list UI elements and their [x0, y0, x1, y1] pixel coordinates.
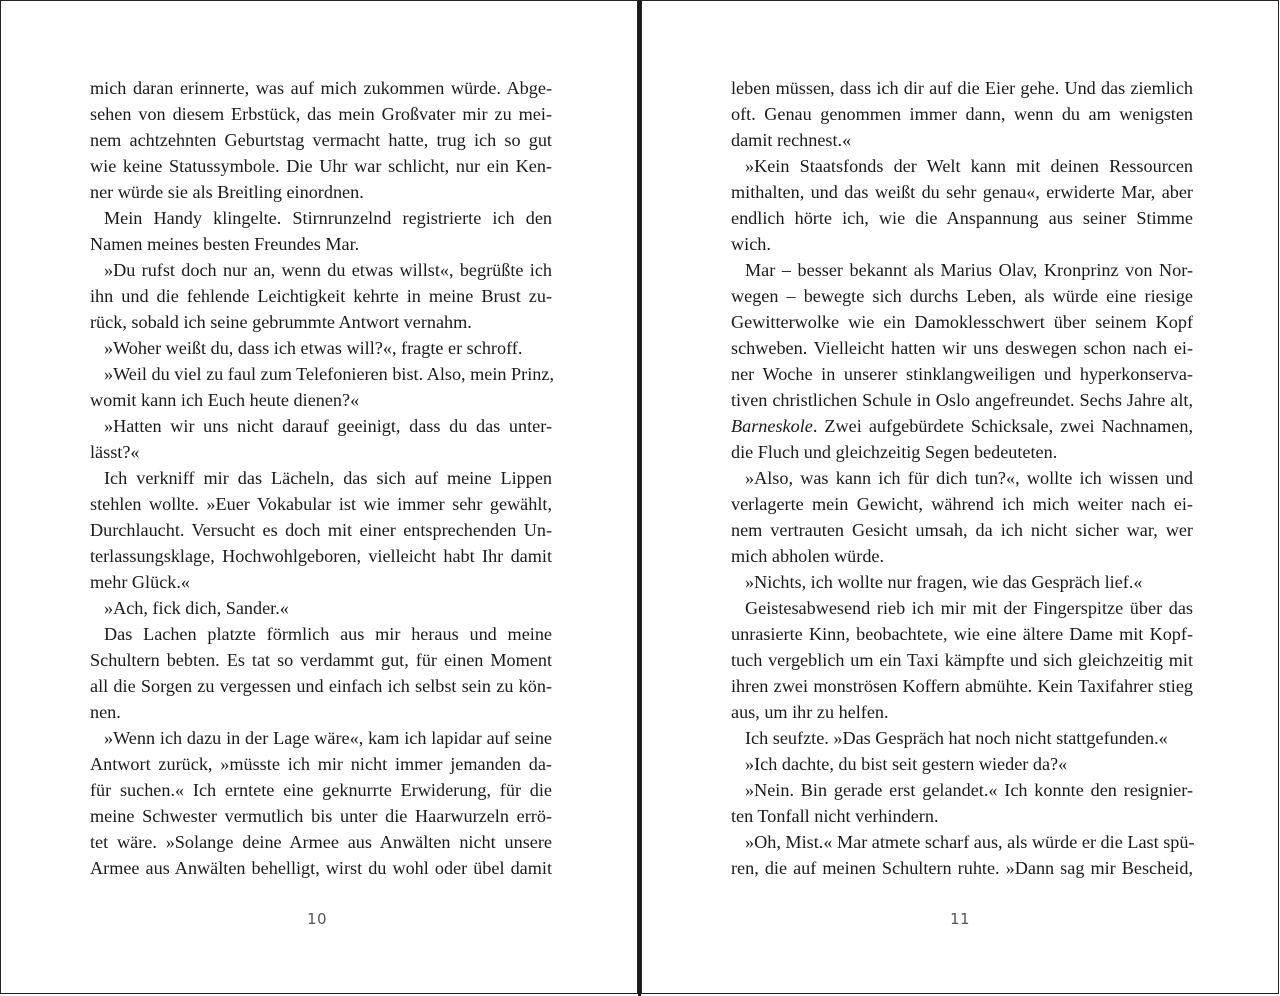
- text-line: nem achtzehnten Geburtstag vermacht hatte, trug ich so gut: [90, 130, 552, 150]
- text-line: ihren zwei monströsen Koffern abmühte. Kein Taxifahrer stieg: [731, 676, 1193, 696]
- text-line: endlich hörte ich, wie die Anspannung aus seiner Stimme: [731, 208, 1193, 228]
- text-line: Mein Handy klingelte. Stirnrunzelnd registrierte ich den: [104, 208, 552, 228]
- italic-word: Barneskole: [731, 416, 813, 436]
- text-line: Namen meines besten Freundes Mar.: [90, 234, 360, 254]
- text-line: »Du rufst doch nur an, wenn du etwas willst«, begrüßte ich: [104, 260, 552, 280]
- text-line: tuch vergeblich um ein Taxi kämpfte und sich gleichzeitig mit: [731, 650, 1193, 670]
- text-line: Armee aus Anwälten behelligt, wirst du wohl oder übel damit: [90, 858, 552, 878]
- text-line: all die Sorgen zu vergessen und einfach ich selbst sein zu kön-: [90, 676, 552, 696]
- text-line: mehr Glück.«: [90, 572, 191, 592]
- text-line: Das Lachen platzte förmlich aus mir heraus und meine: [104, 624, 552, 644]
- text-line: ren, die auf meinen Schultern ruhte. »Dann sag mir Bescheid,: [731, 858, 1193, 878]
- text-line: »Nichts, ich wollte nur fragen, wie das Gespräch lief.«: [745, 572, 1143, 592]
- text-line: terlassungsklage, Hochwohlgeboren, vielleicht habt Ihr damit: [90, 546, 552, 566]
- text-line: unrasierte Kinn, beobachtete, wie eine ältere Dame mit Kopf-: [731, 624, 1193, 644]
- text-line: nen.: [90, 702, 121, 722]
- left-page: [0, 0, 638, 994]
- text-line: sehen von diesem Erbstück, das mein Großvater mir zu mei-: [90, 104, 552, 124]
- text-line: »Kein Staatsfonds der Welt kann mit deinen Ressourcen: [745, 156, 1193, 176]
- text-line: tet wäre. »Solange deine Armee aus Anwälten nicht unsere: [90, 832, 552, 852]
- text-line: ner Woche in unserer stinklangweiligen und hyperkonserva-: [731, 364, 1193, 384]
- text-line: mithalten, und das weißt du sehr genau«, erwiderte Mar, aber: [731, 182, 1193, 202]
- text-line: »Oh, Mist.« Mar atmete scharf aus, als würde er die Last spü-: [745, 832, 1195, 852]
- text-line: womit kann ich Euch heute dienen?«: [90, 390, 360, 410]
- text-line: aus, um ihr zu helfen.: [731, 702, 889, 722]
- text-line: mich abholen würde.: [731, 546, 885, 566]
- text-line: wie keine Statussymbole. Die Uhr war schlicht, nur ein Ken-: [90, 156, 552, 176]
- text-line: »Ach, fick dich, Sander.«: [104, 598, 289, 618]
- text-line: Antwort zurück, »müsste ich mir nicht immer jemanden da-: [90, 754, 552, 774]
- text-line: damit rechnest.«: [731, 130, 852, 150]
- text-line: »Also, was kann ich für dich tun?«, wollte ich wissen und: [745, 468, 1193, 488]
- text-line: Gewitterwolke wie ein Damoklesschwert über seinem Kopf: [731, 312, 1193, 332]
- text-line: lässt?«: [90, 442, 140, 462]
- text-line: Geistesabwesend rieb ich mir mit der Fingerspitze über das: [745, 598, 1193, 618]
- text-line: ihn und die fehlende Leichtigkeit kehrte in meine Brust zu-: [90, 286, 552, 306]
- text-line: Durchlaucht. Versucht es doch mit einer entsprechenden Un-: [90, 520, 552, 540]
- text-line: mich daran erinnerte, was auf mich zukommen würde. Abge-: [90, 78, 552, 98]
- text-line: »Hatten wir uns nicht darauf geeinigt, dass du das unter-: [104, 416, 552, 436]
- right-page-text: [731, 75, 1193, 881]
- text-line: wegen – bewegte sich durchs Leben, als würde eine riesige: [731, 286, 1193, 306]
- text-line: rück, sobald ich seine gebrummte Antwort vernahm.: [90, 312, 472, 332]
- text-line: schweben. Vielleicht hatten wir uns deswegen schon nach ei-: [731, 338, 1193, 358]
- text-line: verlagerte mein Gewicht, während ich mich weiter nach ei-: [731, 494, 1193, 514]
- text-line: leben müssen, dass ich dir auf die Eier gehe. Und das ziemlich: [731, 78, 1193, 98]
- text-line: Ich verkniff mir das Lächeln, das sich auf meine Lippen: [104, 468, 552, 488]
- right-page: [641, 0, 1279, 994]
- text-line: »Weil du viel zu faul zum Telefonieren bist. Also, mein Prinz,: [104, 364, 554, 384]
- text-line: tiven christlichen Schule in Oslo angefreundet. Sechs Jahre alt,: [731, 390, 1193, 410]
- text-line: ten Tonfall nicht verhindern.: [731, 806, 939, 826]
- text-line: »Woher weißt du, dass ich etwas will?«, fragte er schroff.: [104, 338, 523, 358]
- text-line: nem vertrauten Gesicht umsah, da ich nicht sicher war, wer: [731, 520, 1193, 540]
- right-page-number: 11: [949, 910, 971, 928]
- text-line: »Ich dachte, du bist seit gestern wieder da?«: [745, 754, 1068, 774]
- text-line: für suchen.« Ich erntete eine geknurrte Erwiderung, für die: [90, 780, 552, 800]
- text-line: die Fluch und gleichzeitig Segen bedeuteten.: [731, 442, 1058, 462]
- text-line: Ich seufzte. »Das Gespräch hat noch nicht stattgefunden.«: [745, 728, 1168, 748]
- left-page-number: 10: [306, 910, 328, 928]
- text-line: »Wenn ich dazu in der Lage wäre«, kam ich lapidar auf seine: [104, 728, 552, 748]
- text-line: stehlen wollte. »Euer Vokabular ist wie immer sehr gewählt,: [90, 494, 552, 514]
- text-line: Mar – besser bekannt als Marius Olav, Kronprinz von Nor-: [745, 260, 1193, 280]
- text-line: oft. Genau genommen immer dann, wenn du am wenigsten: [731, 104, 1193, 124]
- text-line: Schultern bebten. Es tat so verdammt gut, für einen Moment: [90, 650, 552, 670]
- text-line: wich.: [731, 234, 771, 254]
- text-line: [731, 413, 1193, 439]
- left-page-text: [90, 75, 552, 881]
- text-line: ner würde sie als Breitling einordnen.: [90, 182, 364, 202]
- line-text: . Zwei aufgebürdete Schicksale, zwei Nachnamen,: [812, 416, 1193, 436]
- text-line: meine Schwester vermutlich bis unter die Haarwurzeln errö-: [90, 806, 552, 826]
- text-line: »Nein. Bin gerade erst gelandet.« Ich konnte den resignier-: [745, 780, 1193, 800]
